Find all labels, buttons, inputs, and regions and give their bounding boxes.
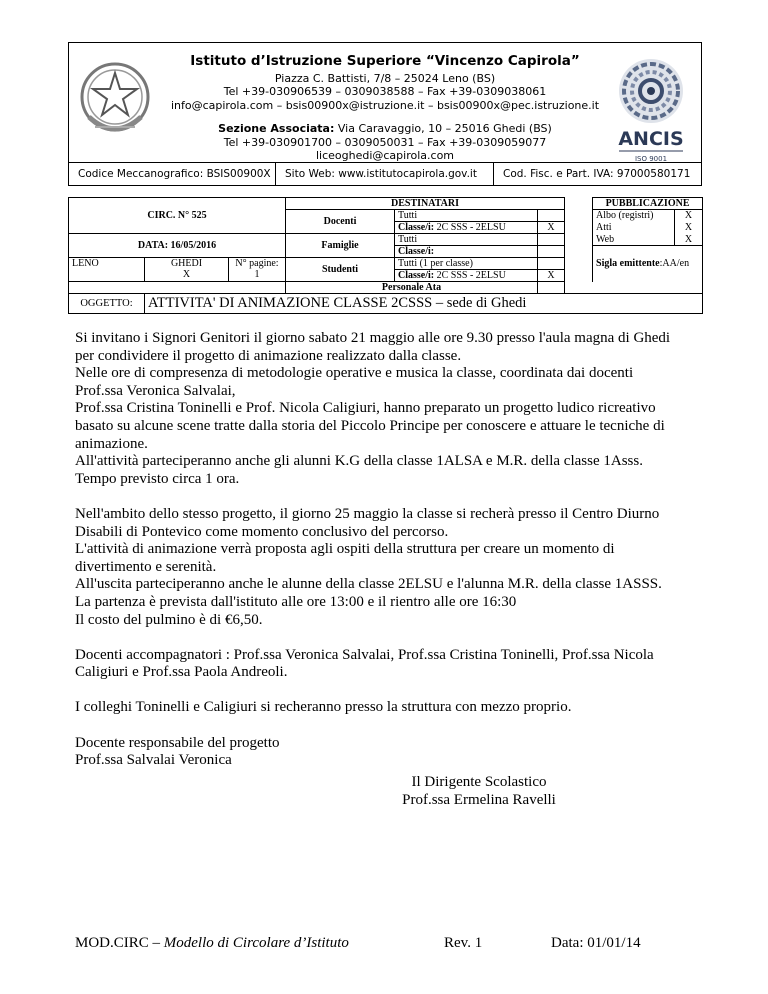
website: Sito Web: www.istitutocapirola.gov.it: [276, 163, 494, 185]
section-label: Sezione Associata:: [218, 122, 335, 135]
paragraph-invitation: [75, 330, 695, 488]
destinatari-heading: DESTINATARI: [286, 198, 565, 210]
famiglie-label: Famiglie: [286, 234, 395, 258]
pubblicazione-heading: PUBBLICAZIONE: [593, 198, 703, 210]
body-line: All'uscita parteciperanno anche le alunne della classe 2ELSU e l'alunna M.R. della classe 1ASSS.: [75, 576, 662, 593]
section-address-line: [165, 122, 605, 136]
body-line: I colleghi Toninelli e Caligiuri si recheranno presso la struttura con mezzo proprio.: [75, 699, 572, 716]
web-label: Web: [593, 234, 675, 246]
circ-date: DATA: 16/05/2016: [69, 234, 286, 258]
footer-model-code: MOD.CIRC: [75, 935, 149, 951]
body-line: La partenza è prevista dall'istituto alle ore 13:00 e il rientro alle ore 16:30: [75, 593, 517, 610]
body-line: All'attività parteciperanno anche gli alunni K.G della classe 1ALSA e M.R. della classe 1Asss.: [75, 453, 643, 470]
famiglie-tutti: Tutti: [395, 234, 538, 246]
body-line: Tempo previsto circa 1 ora.: [75, 470, 240, 487]
body-line: Si invitano i Signori Genitori il giorno sabato 21 maggio alle ore 9.30 presso l'aula magna di Ghedi: [75, 330, 671, 346]
sigla-label: Sigla emittente: [596, 258, 660, 270]
paragraph-transport: [75, 699, 695, 717]
sigla-value: :AA/en: [659, 258, 690, 270]
docenti-tutti: Tutti: [395, 210, 538, 222]
body-line: Prof.ssa Veronica Salvalai,: [75, 382, 236, 399]
sede-ghedi-mark: X: [182, 269, 191, 280]
sede-ghedi: [145, 258, 229, 282]
signature-block: [394, 773, 564, 809]
body-line: Prof.ssa Salvalai Veronica: [75, 752, 232, 769]
docenti-classe: [395, 222, 538, 234]
albo-label: Albo (registri): [593, 210, 675, 222]
section-address: Via Caravaggio, 10 – 25016 Ghedi (BS): [334, 122, 552, 135]
codice-meccanografico: Codice Meccanografico: BSIS00900X: [69, 163, 276, 185]
docenti-classe-label: Classe/i:: [398, 222, 435, 233]
institute-title: Istituto d’Istruzione Superiore “Vincenzo Capirola”: [190, 53, 580, 69]
studenti-classe-value: 2C SSS - 2ELSU: [434, 270, 506, 281]
body-line: per condividere il progetto di animazione realizzato dalla classe.: [75, 347, 462, 364]
web-mark: X: [675, 234, 703, 246]
atti-label: Atti: [593, 222, 675, 234]
studenti-mark: X: [538, 270, 565, 282]
body-line: divertimento e serenità.: [75, 558, 217, 575]
body-line: basato su alcune scene tratte dalla storia del Piccolo Principe per conoscere e attuare le tecniche di: [75, 417, 665, 434]
signature-name: Prof.ssa Ermelina Ravelli: [402, 792, 556, 808]
body-line: Docenti accompagnatori : Prof.ssa Veronica Salvalai, Prof.ssa Cristina Toninelli, Prof.ssa Nicola: [75, 646, 654, 663]
paragraph-responsible: [75, 735, 695, 770]
body-line: Docente responsabile del progetto: [75, 734, 280, 751]
atti-mark: X: [675, 222, 703, 234]
oggetto-label: OGGETTO:: [69, 294, 145, 314]
body-line: Disabili di Pontevico come momento conclusivo del percorso.: [75, 523, 449, 540]
sede-ghedi-label: GHEDI: [170, 258, 203, 269]
codice-fiscale: Cod. Fisc. e Part. IVA: 97000580171: [503, 168, 691, 180]
ancis-logo-icon: [611, 53, 691, 165]
logo-subtext: ISO 9001: [634, 155, 668, 163]
docenti-label: Docenti: [286, 210, 395, 234]
republic-emblem-icon: [79, 57, 151, 153]
institute-emails: info@capirola.com – bsis00900x@istruzione.it – bsis00900x@pec.istruzione.it: [170, 98, 600, 112]
body-line: L'attività di animazione verrà proposta agli ospiti della struttura per creare un momento di: [75, 541, 615, 558]
section-phone: Tel +39-030901700 – 0309050031 – Fax +39-0309059077: [223, 135, 547, 149]
body-line: Caligiuri e Prof.ssa Paola Andreoli.: [75, 664, 288, 681]
personale-ata: Personale Ata: [286, 282, 538, 294]
docenti-mark: X: [538, 222, 565, 234]
section-email: liceoghedi@capirola.com: [315, 149, 455, 162]
body-line: Nelle ore di compresenza di metodologie operative e musica la classe, coordinata dai docenti: [75, 365, 634, 382]
studenti-label: Studenti: [286, 258, 395, 282]
pagine-label: N° pagine:: [235, 258, 279, 269]
docenti-classe-value: 2C SSS - 2ELSU: [434, 222, 506, 233]
footer-date: Data: 01/01/14: [551, 935, 641, 951]
body-line: Il costo del pulmino è di €6,50.: [75, 611, 263, 628]
logo-text: ANCIS: [618, 128, 684, 150]
institute-phone: Tel +39-030906539 – 0309038588 – Fax +39-0309038061: [223, 85, 547, 98]
footer-dash: –: [148, 935, 164, 951]
circular-body: [75, 330, 695, 787]
famiglie-classe-label: Classe/i:: [395, 246, 538, 258]
circular-info-table: [68, 197, 703, 314]
paragraph-accompanying-teachers: [75, 647, 695, 682]
letterhead-footer: [69, 162, 701, 185]
circ-number: CIRC. N° 525: [69, 198, 286, 234]
body-line: Prof.ssa Cristina Toninelli e Prof. Nicola Caligiuri, hanno preparato un progetto ludico ricreativo: [75, 400, 656, 417]
studenti-classe-label: Classe/i:: [398, 270, 435, 281]
institute-address: Piazza C. Battisti, 7/8 – 25024 Leno (BS): [274, 71, 496, 85]
footer-model: [75, 935, 349, 952]
letterhead: [68, 42, 702, 186]
institute-info: [165, 55, 605, 163]
footer-revision: Rev. 1: [444, 935, 483, 951]
footer-model-description: Modello di Circolare d’Istituto: [163, 935, 349, 951]
studenti-classe: [395, 270, 538, 282]
body-line: Nell'ambito dello stesso progetto, il giorno 25 maggio la classe si recherà presso il Centro Diurno: [75, 505, 660, 522]
studenti-tutti: Tutti (1 per classe): [395, 258, 538, 270]
paragraph-trip: [75, 506, 695, 629]
sigla-emittente: [593, 246, 703, 282]
pagine: [229, 258, 286, 282]
sede-leno: LENO: [69, 258, 145, 282]
pagine-value: 1: [254, 269, 260, 280]
body-line: animazione.: [75, 435, 148, 452]
albo-mark: X: [675, 210, 703, 222]
signature-role: Il Dirigente Scolastico: [411, 774, 547, 790]
oggetto-text: ATTIVITA' DI ANIMAZIONE CLASSE 2CSSS – sede di Ghedi: [145, 294, 703, 314]
